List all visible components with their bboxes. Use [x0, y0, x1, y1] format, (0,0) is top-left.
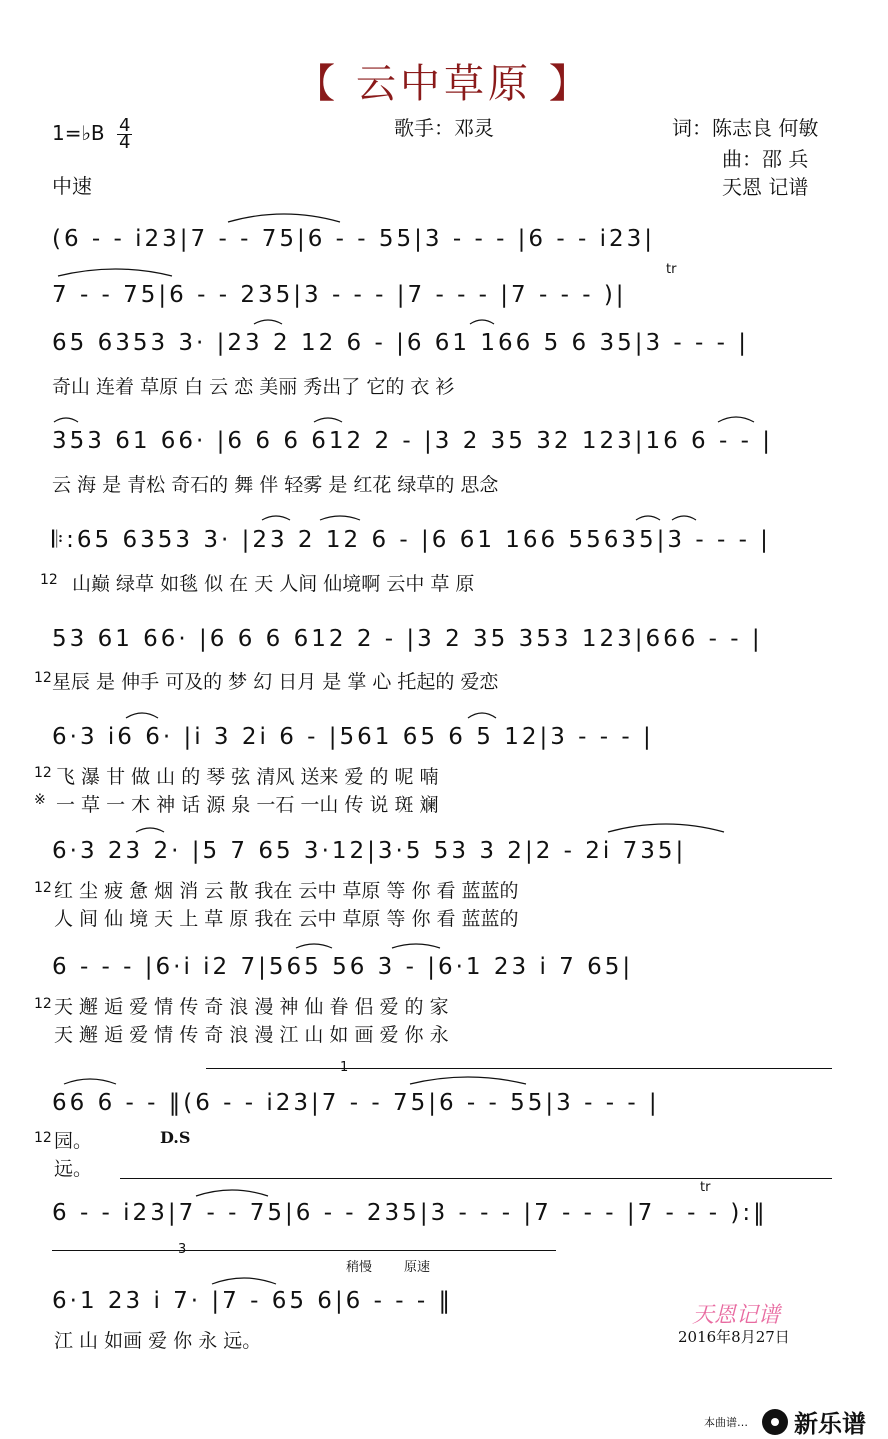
slur-arc — [58, 269, 172, 276]
key-signature — [52, 115, 132, 153]
verse-number: 12 — [40, 572, 58, 588]
lyricist-credit: 词：陈志良 何敏 — [672, 116, 819, 140]
lyrics-row-5: 山巅 绿草 如毯 似 在 天 人间 仙境啊 云中 草 原 — [72, 573, 475, 595]
lyrics-row-6: 星辰 是 伸手 可及的 梦 幻 日月 是 掌 心 托起的 爱恋 — [52, 671, 499, 693]
slur-arc — [64, 1079, 116, 1084]
time-numerator: 4 — [119, 115, 131, 136]
tempo-marking: 中速 — [52, 174, 92, 198]
site-brand-name: 新乐谱 — [794, 1410, 866, 1438]
score-row-1: (6 - - i23|7 - - 75|6 - - 55|3 - - - |6 - - i23| — [52, 226, 656, 252]
slur-arc — [196, 1190, 268, 1196]
lyrics-row-8b: 人 间 仙 境 天 上 草 原 我在 云中 草原 等 你 看 蓝蓝的 — [54, 908, 519, 930]
verse-number: 12 — [34, 1130, 52, 1146]
score-row-9: 6 - - - |6·i i2 7|565 56 3 - |6·1 23 i 7 65| — [52, 954, 634, 980]
slur-arc — [254, 320, 282, 324]
score-row-7: 6·3 i6 6· |i 3 2i 6 - |561 65 6 5 12|3 - - - | — [52, 724, 654, 750]
dal-segno-mark: D.S — [160, 1128, 191, 1147]
singer-credit: 歌手：邓灵 — [394, 116, 494, 140]
slur-arc — [314, 418, 342, 422]
song-title: 【 云中草原 】 — [295, 61, 593, 107]
score-row-5: 𝄆:65 6353 3· |23 2 12 6 - |6 61 166 55635|3 - - - | — [52, 527, 771, 553]
score-row-10: 66 6 - - ‖(6 - - i23|7 - - 75|6 - - 55|3 - - - | — [52, 1090, 660, 1116]
score-row-3: 65 6353 3· |23 2 12 6 - |6 61 166 5 6 35|3 - - - | — [52, 330, 749, 356]
lyrics-row-9b: 天 邂 逅 爱 情 传 奇 浪 漫 江 山 如 画 爱 你 永 — [54, 1024, 449, 1046]
slur-arc — [228, 214, 340, 222]
verse-number: 12 — [34, 670, 52, 686]
slur-arc — [136, 828, 164, 832]
verse-number: 12 — [34, 880, 52, 896]
lyrics-row-4: 云 海 是 青松 奇石的 舞 伴 轻雾 是 红花 绿草的 思念 — [52, 474, 499, 496]
slur-arc — [608, 824, 724, 832]
lyrics-row-10a: 园。 — [54, 1130, 93, 1152]
slur-arc — [126, 713, 158, 718]
slur-arc — [636, 516, 660, 520]
score-row-4: 353 61 66· |6 6 6 612 2 - |3 2 35 32 123|16 6 - - | — [52, 428, 773, 454]
lyrics-row-7b: 一 草 一 木 神 话 源 泉 一石 一山 传 说 斑 斓 — [56, 794, 439, 816]
slur-arc — [262, 516, 290, 520]
score-row-2: 7 - - 75|6 - - 235|3 - - - |7 - - - |7 - - - )| — [52, 282, 627, 308]
site-brand[interactable] — [762, 1404, 866, 1439]
score-row-11: 6 - - i23|7 - - 75|6 - - 235|3 - - - |7 - - - |7 - - - ):‖ — [52, 1200, 768, 1226]
verse-number: 12 — [34, 765, 52, 781]
repeat-bracket — [120, 1178, 832, 1179]
score-row-6: 53 61 66· |6 6 6 612 2 - |3 2 35 353 123|666 - - | — [52, 626, 763, 652]
volta-1-label: 1 — [340, 1060, 349, 1075]
transcription-date: 2016年8月27日 — [678, 1328, 790, 1346]
slur-arc — [320, 516, 360, 520]
record-logo-icon — [762, 1409, 788, 1435]
volta-1-bracket — [206, 1068, 832, 1069]
ritardando-mark: 稍慢 — [346, 1260, 373, 1275]
lyrics-row-8a: 红 尘 疲 惫 烟 消 云 散 我在 云中 草原 等 你 看 蓝蓝的 — [54, 880, 519, 902]
slur-arc — [468, 713, 496, 718]
volta-3-label: 3 — [178, 1242, 187, 1257]
slur-arc — [410, 1077, 526, 1084]
slur-arc — [392, 944, 440, 948]
slur-arc — [470, 320, 494, 324]
transcriber-credit: 天恩 记谱 — [722, 175, 809, 199]
score-row-8: 6·3 23 2· |5 7 65 3·12|3·5 53 3 2|2 - 2i 735| — [52, 838, 687, 864]
time-denominator: 4 — [119, 132, 131, 153]
score-row-12: 6·1 23 i 7· |7 - 65 6|6 - - - ‖ — [52, 1288, 453, 1314]
lyrics-row-7a: 飞 瀑 甘 做 山 的 琴 弦 清风 送来 爱 的 呢 喃 — [56, 766, 439, 788]
slur-arc — [296, 944, 332, 948]
slur-arc — [718, 417, 754, 422]
lyrics-row-3: 奇山 连着 草原 白 云 恋 美丽 秀出了 它的 衣 衫 — [52, 376, 455, 398]
volta-3-bracket — [52, 1250, 556, 1251]
lyrics-row-10b: 远。 — [54, 1158, 93, 1180]
segno-mark: ※ — [34, 792, 46, 808]
lyrics-row-12: 江 山 如画 爱 你 永 远。 — [54, 1330, 262, 1352]
composer-credit: 曲：邵 兵 — [722, 147, 809, 171]
lyrics-row-9a: 天 邂 逅 爱 情 传 奇 浪 漫 神 仙 眷 侣 爱 的 家 — [54, 996, 449, 1018]
time-signature — [117, 115, 132, 153]
trill-mark-2: tr — [700, 1180, 711, 1195]
key-label: 1=♭B — [52, 121, 105, 145]
slur-arc — [54, 418, 78, 422]
slur-arc — [672, 516, 696, 520]
site-prefix: 本曲谱… — [704, 1416, 748, 1429]
slur-arc — [212, 1278, 276, 1284]
transcriber-watermark: 天恩记谱 — [692, 1303, 781, 1328]
a-tempo-mark: 原速 — [404, 1260, 431, 1275]
trill-mark: tr — [666, 262, 677, 277]
verse-number: 12 — [34, 996, 52, 1012]
